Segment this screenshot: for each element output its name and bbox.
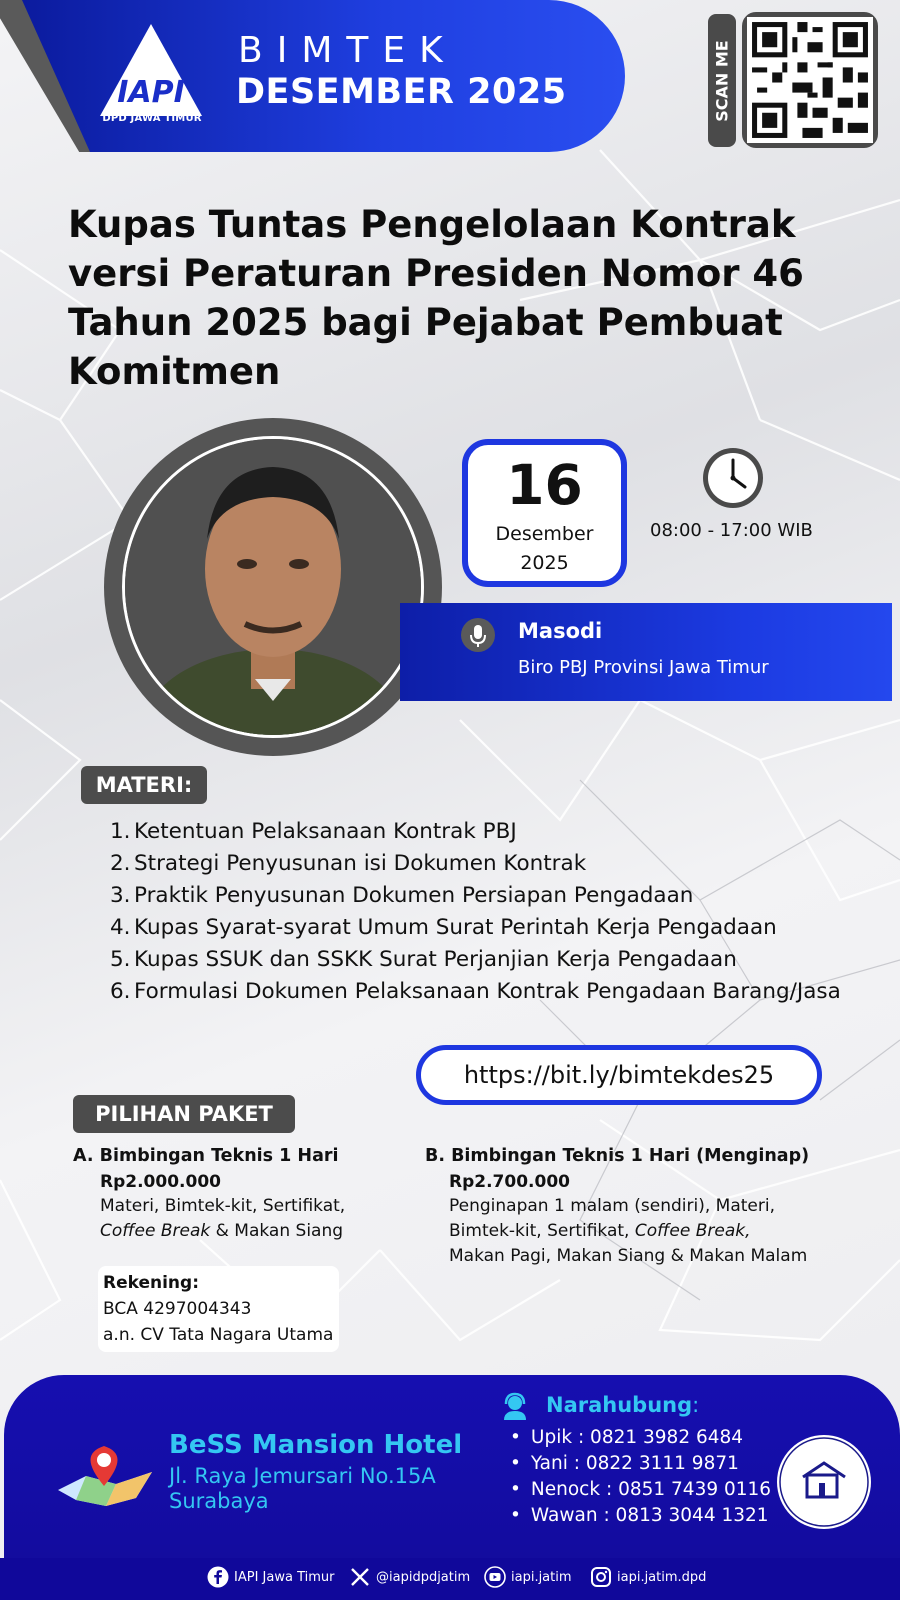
package-a: [73, 1146, 345, 1244]
materi-item-number: 2.: [110, 851, 131, 876]
logo-subtitle: DPD JAWA TIMUR: [102, 113, 202, 124]
speaker-photo: [122, 436, 424, 738]
package-b-desc-line: Penginapan 1 malam (sendiri), Materi,: [449, 1196, 775, 1216]
materi-item-number: 4.: [110, 915, 131, 940]
materi-item-number: 6.: [110, 979, 131, 1004]
package-b-desc-italic: Coffee Break,: [634, 1221, 751, 1241]
package-b-name: Bimbingan Teknis 1 Hari (Menginap): [451, 1146, 810, 1166]
materi-item-number: 1.: [110, 819, 131, 844]
event-time: 08:00 - 17:00 WIB: [650, 520, 813, 541]
youtube-icon: [484, 1566, 506, 1588]
package-a-name: Bimbingan Teknis 1 Hari: [99, 1146, 339, 1166]
package-a-desc-line: [100, 1219, 345, 1244]
materi-item-text: Ketentuan Pelaksanaan Kontrak PBJ: [134, 819, 517, 844]
contact-item: • Nenock : 0851 7439 0116: [510, 1477, 771, 1503]
customer-service-icon: [502, 1392, 528, 1420]
materi-item: [110, 848, 870, 880]
materi-item: [110, 944, 870, 976]
bank-account-card: [98, 1266, 339, 1352]
social-x[interactable]: [349, 1566, 470, 1588]
materi-item-text: Kupas Syarat-syarat Umum Surat Perintah Kerja Pengadaan: [134, 915, 777, 940]
scan-me-tab: [708, 14, 736, 147]
materi-item-text: Praktik Penyusunan Dokumen Persiapan Pengadaan: [134, 883, 694, 908]
social-facebook[interactable]: [207, 1566, 334, 1588]
speaker-portrait: [125, 439, 421, 735]
materi-list: [110, 816, 870, 1008]
paket-heading: PILIHAN PAKET: [73, 1095, 295, 1133]
qr-code-icon: [747, 17, 873, 143]
venue-address-line1: Jl. Raya Jemursari No.15A: [169, 1464, 436, 1488]
rekening-account: BCA 4297004343: [103, 1299, 252, 1319]
rekening-label: Rekening:: [103, 1273, 199, 1293]
package-a-title: [73, 1146, 345, 1166]
package-a-desc-rest: & Makan Siang: [210, 1221, 344, 1241]
microphone-icon: [461, 618, 495, 652]
contact-heading-label: Narahubung: [546, 1393, 693, 1417]
event-year: 2025: [520, 552, 569, 574]
contact-item: • Yani : 0822 3111 9871: [510, 1451, 771, 1477]
partner-seal-icon: [777, 1435, 871, 1529]
materi-item-number: 5.: [110, 947, 131, 972]
event-type: BIMTEK: [238, 30, 457, 71]
qr-code[interactable]: [742, 12, 878, 148]
contact-heading: [546, 1393, 699, 1417]
event-month: DESEMBER 2025: [236, 72, 567, 112]
event-title: Kupas Tuntas Pengelolaan Kontrak versi Peraturan Presiden Nomor 46 Tahun 2025 bagi Pejabat Pembuat Komitmen: [68, 203, 804, 393]
social-youtube-handle: iapi.jatim: [511, 1569, 572, 1585]
contact-heading-colon: :: [692, 1393, 700, 1417]
package-b-desc-pre: Bimtek-kit, Sertifikat,: [449, 1221, 635, 1241]
materi-heading: MATERI:: [81, 766, 207, 804]
map-pin-icon: [56, 1428, 156, 1508]
package-a-desc-line: Materi, Bimtek-kit, Sertifikat,: [100, 1196, 346, 1216]
event-day: 16: [506, 453, 583, 517]
materi-item: [110, 816, 870, 848]
contact-item: • Upik : 0821 3982 6484: [510, 1425, 771, 1451]
materi-item-text: Formulasi Dokumen Pelaksanaan Kontrak Pengadaan Barang/Jasa: [134, 979, 841, 1004]
package-b-letter: B.: [425, 1146, 445, 1166]
package-b-description: [449, 1194, 809, 1269]
rekening-holder: a.n. CV Tata Nagara Utama: [103, 1325, 334, 1345]
social-youtube[interactable]: [484, 1566, 572, 1588]
speaker-organization: Biro PBJ Provinsi Jawa Timur: [518, 657, 769, 678]
date-card: [462, 439, 627, 587]
materi-item-text: Strategi Penyusunan isi Dokumen Kontrak: [134, 851, 587, 876]
x-twitter-icon: [349, 1566, 371, 1588]
svg-text:IAPI: IAPI: [117, 75, 185, 110]
social-instagram-handle: iapi.jatim.dpd: [617, 1569, 707, 1585]
facebook-icon: [207, 1566, 229, 1588]
package-b-desc-line: Makan Pagi, Makan Siang & Makan Malam: [449, 1246, 808, 1266]
instagram-icon: [590, 1566, 612, 1588]
package-a-description: [100, 1194, 345, 1244]
social-x-handle: @iapidpdjatim: [376, 1569, 471, 1585]
package-a-desc-italic: Coffee Break: [100, 1221, 211, 1241]
package-b-title: [425, 1146, 809, 1166]
package-b-price: Rp2.700.000: [449, 1172, 570, 1192]
materi-item: [110, 976, 870, 1008]
materi-item: [110, 912, 870, 944]
package-b: [425, 1146, 809, 1269]
social-instagram[interactable]: [590, 1566, 706, 1588]
venue-address-line2: Surabaya: [169, 1489, 269, 1513]
contact-list: [510, 1425, 771, 1529]
clock-icon: [702, 447, 764, 509]
materi-item-text: Kupas SSUK dan SSKK Surat Perjanjian Kerja Pengadaan: [134, 947, 737, 972]
materi-item: [110, 880, 870, 912]
social-facebook-handle: IAPI Jawa Timur: [234, 1569, 335, 1585]
speaker-name: Masodi: [518, 619, 603, 643]
contact-item: • Wawan : 0813 3044 1321: [510, 1503, 771, 1529]
partner-seal-logo: [777, 1435, 871, 1529]
package-a-letter: A.: [73, 1146, 94, 1166]
scan-me-label: SCAN ME: [712, 39, 732, 122]
registration-link[interactable]: https://bit.ly/bimtekdes25: [416, 1045, 822, 1105]
package-a-price: Rp2.000.000: [100, 1172, 221, 1192]
package-b-desc-line: [449, 1219, 809, 1244]
venue-name: BeSS Mansion Hotel: [169, 1430, 463, 1460]
event-month-name: Desember: [495, 523, 594, 545]
materi-item-number: 3.: [110, 883, 131, 908]
